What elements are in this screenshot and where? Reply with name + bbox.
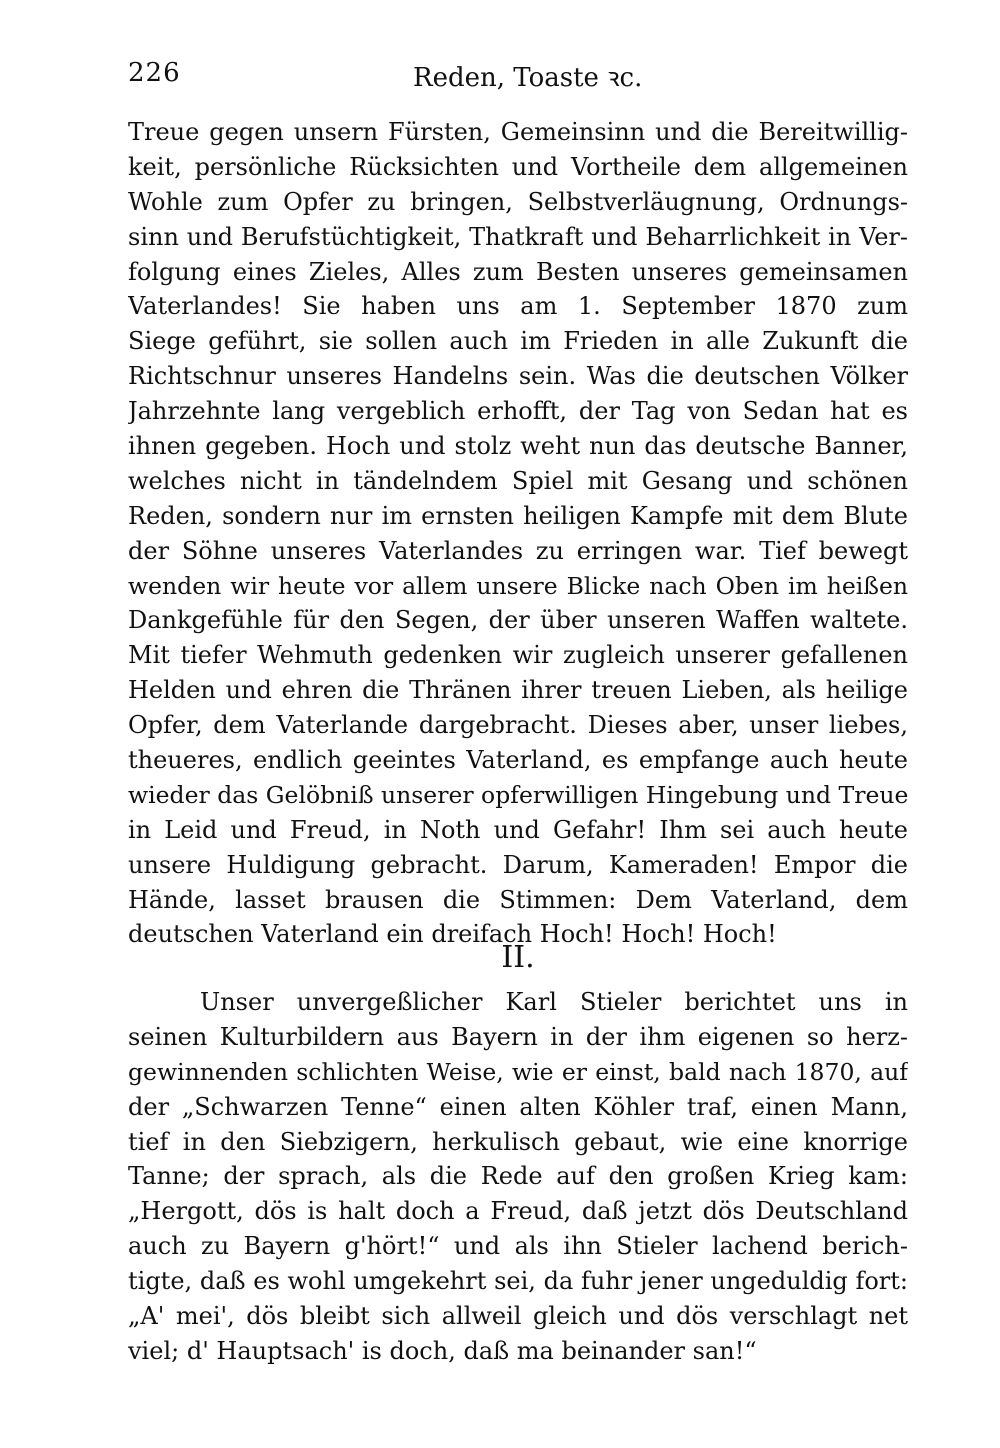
text-line: viel; d' Hauptsach' is doch, daß ma beinander san!“ <box>128 1336 757 1365</box>
text-line: Unser unvergeßlicher Karl Stieler berichtet uns in <box>200 988 908 1016</box>
paragraph-stieler-anecdote <box>128 985 908 1369</box>
text-line: unsere Huldigung gebracht. Darum, Kameraden! Empor die <box>128 850 908 879</box>
text-line: Siege geführt, sie sollen auch im Frieden in alle Zukunft die <box>128 327 908 356</box>
text-line: Treue gegen unsern Fürsten, Gemeinsinn und die Bereitwillig- <box>128 118 908 146</box>
text-line: auch zu Bayern g'hört!“ und als ihn Stieler lachend berich- <box>128 1232 908 1261</box>
text-line: „Hergott, dös is halt doch a Freud, daß jetzt dös Deutschland <box>128 1197 908 1226</box>
text-line: Dankgefühle für den Segen, der über unseren Waffen waltete. <box>128 606 908 635</box>
text-line: Tanne; der sprach, als die Rede auf den großen Krieg kam: <box>128 1162 908 1191</box>
text-line: in Leid und Freud, in Noth und Gefahr! Ihm sei auch heute <box>128 815 908 844</box>
text-line: theueres, endlich geeintes Vaterland, es empfange auch heute <box>128 746 908 775</box>
text-line: Vaterlandes! Sie haben uns am 1. September 1870 zum <box>128 292 908 321</box>
section-heading: II. <box>501 940 535 975</box>
text-line: der Söhne unseres Vaterlandes zu erringen war. Tief bewegt <box>128 536 908 565</box>
text-line: wieder das Gelöbniß unserer opferwilligen Hingebung und Treue <box>128 780 908 809</box>
text-line: Opfer, dem Vaterlande dargebracht. Dieses aber, unser liebes, <box>128 711 908 740</box>
text-line: „A' mei', dös bleibt sich allweil gleich und dös verschlagt net <box>128 1302 908 1331</box>
text-line: tigte, daß es wohl umgekehrt sei, da fuhr jener ungeduldig fort: <box>128 1267 908 1296</box>
text-line: sinn und Berufstüchtigkeit, Thatkraft und Beharrlichkeit in Ver- <box>128 222 908 251</box>
running-header <box>128 58 908 94</box>
text-line: Wohle zum Opfer zu bringen, Selbstverläugnung, Ordnungs- <box>128 187 908 216</box>
text-line: Mit tiefer Wehmuth gedenken wir zugleich unserer gefallenen <box>128 641 908 670</box>
text-line: Jahrzehnte lang vergeblich erhofft, der Tag von Sedan hat es <box>128 397 908 426</box>
text-line: welches nicht in tändelndem Spiel mit Gesang und schönen <box>128 466 908 495</box>
page-number: 226 <box>128 58 181 88</box>
text-line: folgung eines Zieles, Alles zum Besten unseres gemeinsamen <box>128 257 908 286</box>
text-line: wenden wir heute vor allem unsere Blicke nach Oben im heißen <box>128 571 908 600</box>
text-line: keit, persönliche Rücksichten und Vortheile dem allgemeinen <box>128 152 908 181</box>
text-line: tief in den Siebzigern, herkulisch gebaut, wie eine knorrige <box>128 1127 908 1156</box>
text-line: Reden, sondern nur im ernsten heiligen Kampfe mit dem Blute <box>128 501 908 530</box>
text-line: ihnen gegeben. Hoch und stolz weht nun das deutsche Banner, <box>128 432 908 461</box>
paragraph-toast-conclusion <box>128 115 908 952</box>
text-line: Helden und ehren die Thränen ihrer treuen Lieben, als heilige <box>128 676 908 705</box>
text-line: deutschen Vaterland ein dreifach Hoch! Hoch! Hoch! <box>128 920 777 949</box>
text-line: Richtschnur unseres Handelns sein. Was die deutschen Völker <box>128 362 908 391</box>
text-line: gewinnenden schlichten Weise, wie er einst, bald nach 1870, auf <box>128 1057 908 1086</box>
text-line: seinen Kulturbildern aus Bayern in der ihm eigenen so herz- <box>128 1022 908 1051</box>
text-line: Hände, lasset brausen die Stimmen: Dem Vaterland, dem <box>128 885 908 914</box>
text-line: der „Schwarzen Tenne“ einen alten Köhler traf, einen Mann, <box>128 1092 908 1121</box>
running-title: Reden, Toaste ꝛc. <box>413 63 643 93</box>
